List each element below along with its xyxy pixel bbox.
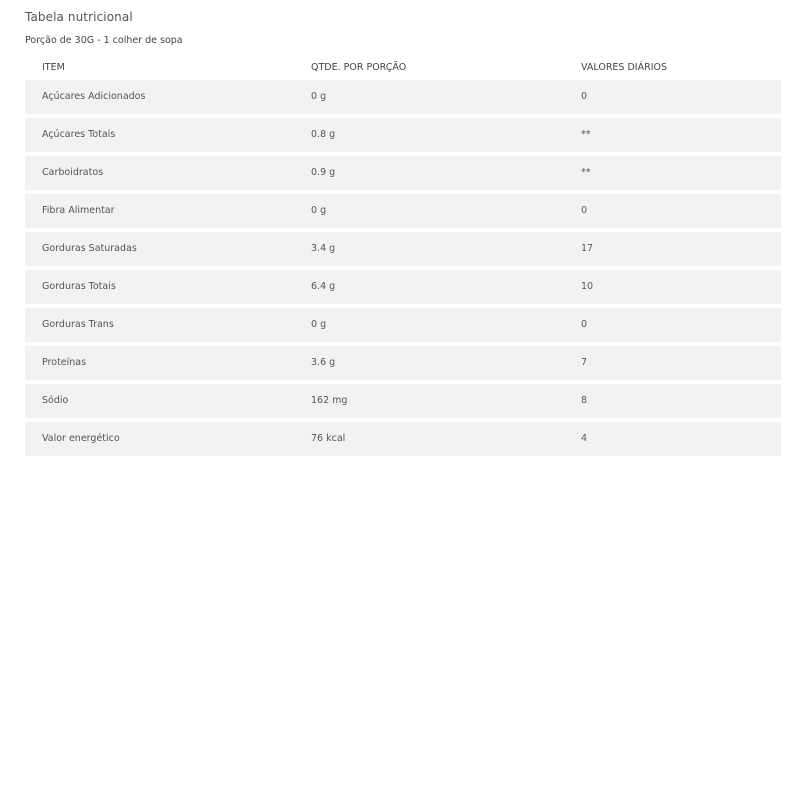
row-daily-value: 0 [581, 319, 588, 330]
table-row [25, 118, 781, 152]
table-row [25, 346, 781, 380]
table-row [25, 156, 781, 190]
row-quantity: 0 g [311, 205, 327, 216]
table-row [25, 270, 781, 304]
row-item: Gorduras Trans [42, 319, 114, 330]
row-daily-value: 8 [581, 395, 588, 406]
row-item: Gorduras Totais [42, 281, 116, 292]
table-row [25, 308, 781, 342]
table-header [25, 58, 781, 80]
row-quantity: 3.4 g [311, 243, 336, 254]
row-item: Carboidratos [42, 167, 104, 178]
row-daily-value: 0 [581, 205, 588, 216]
portion-info: Porção de 30G - 1 colher de sopa [25, 35, 183, 46]
page-title: Tabela nutricional [25, 10, 133, 24]
row-daily-value: 10 [581, 281, 594, 292]
table-row [25, 194, 781, 228]
row-item: Açúcares Adicionados [42, 91, 146, 102]
table-row [25, 384, 781, 418]
row-quantity: 3.6 g [311, 357, 336, 368]
row-item: Sódio [42, 395, 69, 406]
row-daily-value: 0 [581, 91, 588, 102]
row-item: Valor energético [42, 433, 120, 444]
row-daily-value: 17 [581, 243, 594, 254]
row-item: Proteínas [42, 357, 87, 368]
row-quantity: 0.8 g [311, 129, 336, 140]
table-row [25, 232, 781, 266]
row-daily-value: 7 [581, 357, 588, 368]
column-header-quantity: QTDE. POR PORÇÃO [311, 62, 407, 73]
row-item: Fibra Alimentar [42, 205, 115, 216]
column-header-daily-values: VALORES DIÁRIOS [581, 62, 668, 73]
row-quantity: 0 g [311, 91, 327, 102]
row-item: Açúcares Totais [42, 129, 116, 140]
nutrition-table [25, 58, 781, 460]
row-quantity: 162 mg [311, 395, 348, 406]
row-quantity: 76 kcal [311, 433, 346, 444]
row-daily-value: ** [581, 129, 591, 140]
table-row [25, 80, 781, 114]
row-quantity: 0 g [311, 319, 327, 330]
row-quantity: 6.4 g [311, 281, 336, 292]
column-header-item: ITEM [42, 62, 65, 73]
table-row [25, 422, 781, 456]
row-quantity: 0.9 g [311, 167, 336, 178]
row-item: Gorduras Saturadas [42, 243, 137, 254]
row-daily-value: 4 [581, 433, 588, 444]
row-daily-value: ** [581, 167, 591, 178]
